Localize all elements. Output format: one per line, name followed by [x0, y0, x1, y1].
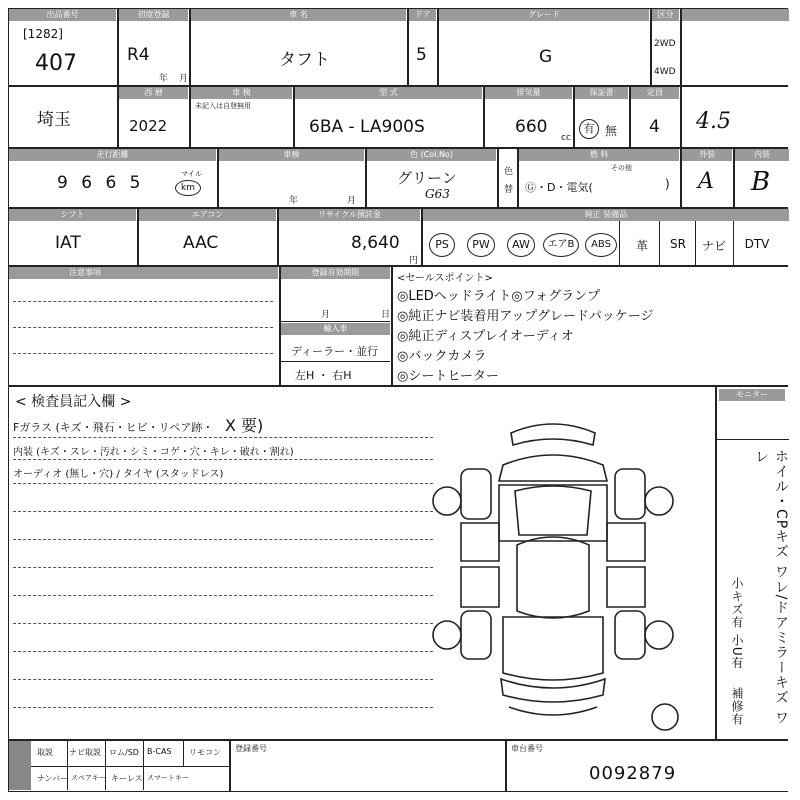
reg-expiry-box	[218, 148, 366, 208]
warranty-box	[574, 86, 630, 148]
sales-point-2: ◎純正ナビ装着用アップグレードパッケージ	[397, 309, 654, 324]
equip-airbag: エアB	[543, 233, 579, 257]
acc-keyless: キーレス	[111, 774, 143, 783]
car-diagram	[421, 411, 685, 731]
equip-pw: PW	[467, 233, 495, 257]
aircon-label: エアコン	[139, 209, 276, 221]
expiry-box	[280, 266, 392, 386]
aircon-box	[138, 208, 278, 266]
first-reg-value: R4	[127, 45, 150, 65]
acc-spare-key: スペアキー	[71, 774, 106, 782]
color: グリーン	[397, 169, 457, 187]
model-year-label: 西 暦	[119, 87, 188, 99]
expiry-month: 月	[321, 310, 331, 320]
score: 4.5	[696, 109, 731, 134]
sales-label: <セールスポイント>	[397, 273, 493, 284]
year-unit: 年	[159, 74, 169, 84]
model-year: 2022	[129, 117, 168, 135]
equip-abs: ABS	[585, 233, 617, 257]
chassis-number-label: 車台番号	[511, 744, 543, 753]
drive-4wd: 4WD	[654, 67, 676, 77]
chassis-code-label: 型 式	[295, 87, 482, 99]
side-col-1: ホイル・CPキズ ワレ/ドアミラーキズ ワレ	[753, 449, 789, 726]
score-top-label	[682, 9, 789, 21]
drive-box	[651, 8, 681, 86]
model-name: タフト	[279, 50, 330, 70]
side-col-2: 小キズ有 小U有	[730, 577, 744, 670]
transmission: IAT	[55, 233, 81, 253]
acc-manual: 取説	[37, 748, 53, 757]
lot-label: 出品番号	[9, 9, 116, 21]
caution-label: 注意事項	[9, 267, 278, 279]
reg-number-label: 登録番号	[235, 744, 267, 753]
exterior-box	[681, 148, 734, 208]
seats: 4	[649, 117, 660, 137]
color-change-box	[498, 148, 518, 208]
first-reg-label: 初度登録	[119, 9, 188, 21]
warranty-label: 保証書	[575, 87, 628, 99]
equip-navi: ナビ	[701, 239, 726, 253]
acc-remote: リモコン	[189, 748, 221, 757]
seats-label: 定員	[631, 87, 679, 99]
region: 埼玉	[37, 110, 71, 130]
sales-point-1: ◎LEDヘッドライト◎フォグランプ	[397, 289, 601, 304]
inspection-note: 未記入は自登無用	[195, 102, 251, 110]
yen-unit: 円	[409, 256, 419, 266]
transmission-box	[8, 208, 138, 266]
color-box	[366, 148, 498, 208]
mileage-box	[8, 148, 218, 208]
expiry-label: 登録有効期限	[281, 267, 390, 279]
color-code: G63	[425, 187, 450, 201]
equip-sunroof: SR	[670, 237, 686, 251]
grade-box	[438, 8, 651, 86]
mileage-unit-mile: マイル	[181, 170, 202, 178]
acc-navi-manual: ナビ取説	[69, 748, 101, 757]
lot-number: 407	[35, 51, 77, 76]
reg-year-unit: 年	[289, 196, 299, 206]
chassis-code-box	[294, 86, 484, 148]
recycle-label: リサイクル預託金	[279, 209, 420, 221]
warranty-no: 無	[605, 124, 618, 138]
import-type: ディーラー・並行	[291, 345, 379, 358]
handle-side: 左H ・ 右H	[295, 369, 352, 382]
model-name-box	[190, 8, 408, 86]
recycle-fee: 8,640	[351, 233, 400, 253]
equip-aw: AW	[507, 233, 535, 257]
inspector-line-2: 内装 (キズ・スレ・汚れ・シミ・コゲ・穴・キレ・破れ・割れ)	[13, 447, 294, 458]
model-year-box	[118, 86, 190, 148]
import-label: 輸入車	[281, 323, 390, 335]
interior-box	[734, 148, 788, 208]
lot-box	[8, 8, 118, 86]
caution-box	[8, 266, 280, 386]
sales-point-4: ◎バックカメラ	[397, 349, 487, 364]
chassis-code: 6BA - LA900S	[309, 117, 425, 137]
seats-box	[630, 86, 681, 148]
reg-number-box	[230, 740, 506, 792]
displacement-label: 排気量	[485, 87, 572, 99]
sales-point-5: ◎シートヒーター	[397, 369, 499, 384]
inspector-title: < 検査員記入欄 >	[15, 394, 132, 410]
exterior-grade: A	[698, 169, 714, 194]
score-top-box	[681, 8, 788, 86]
equipment-label: 純正 装備品	[423, 209, 789, 221]
side-col-3: 補修有	[730, 687, 744, 726]
equip-leather: 革	[635, 239, 648, 253]
mileage-label: 走行距離	[9, 149, 216, 161]
doors-value: 5	[416, 45, 427, 65]
side-label: モニター	[719, 389, 785, 401]
month-unit: 月	[179, 74, 189, 84]
inspector-line-1-mark: X 要)	[225, 416, 264, 435]
fuel-label: 燃 料	[519, 149, 679, 161]
interior-label: 内装	[735, 149, 789, 161]
equip-dtv: DTV	[744, 237, 770, 251]
cc-unit: cc	[561, 133, 571, 143]
region-box	[8, 86, 118, 148]
warranty-yes: 有	[579, 119, 599, 139]
side-box	[716, 386, 788, 740]
sales-box	[392, 266, 788, 386]
inspection-box	[190, 86, 294, 148]
fuel-box	[518, 148, 681, 208]
mileage: 9 6 6 5	[57, 173, 145, 193]
equip-ps: PS	[429, 233, 455, 257]
dash-label: 区分	[652, 9, 679, 21]
drive-2wd: 2WD	[654, 39, 676, 49]
chassis-number: 0092879	[589, 763, 677, 784]
accessories-box	[8, 740, 230, 792]
equipment-box	[422, 208, 788, 266]
score-box	[681, 86, 788, 148]
auction-sheet	[8, 8, 788, 792]
fuel-other: その他	[611, 164, 632, 172]
first-reg-box	[118, 8, 190, 86]
inspection-label: 車 検	[191, 87, 292, 99]
inspector-box	[8, 386, 716, 740]
interior-grade: B	[751, 167, 771, 197]
acc-rom-sd: ロム/SD	[109, 748, 139, 757]
reg-label: 車検	[219, 149, 364, 161]
recycle-box	[278, 208, 422, 266]
aircon: AAC	[183, 233, 219, 253]
doors-box	[408, 8, 438, 86]
chassis-number-box	[506, 740, 788, 792]
sales-point-3: ◎純正ディスプレイオーディオ	[397, 329, 574, 344]
displacement: 660	[515, 117, 548, 137]
acc-bcas: B-CAS	[147, 747, 172, 756]
inspector-line-1: Fガラス (キズ・飛石・ヒビ・リペア跡・	[13, 421, 214, 434]
acc-plate: ナンバー	[37, 774, 69, 783]
acc-smart-key: スマートキー	[147, 774, 189, 782]
transmission-label: シフト	[9, 209, 136, 221]
exterior-label: 外装	[682, 149, 732, 161]
model-name-label: 車 名	[191, 9, 406, 21]
fuel-options: Ⓖ・D・電気(	[525, 181, 593, 194]
color-change: 色替	[504, 167, 514, 195]
reg-month-unit: 月	[347, 196, 357, 206]
displacement-box	[484, 86, 574, 148]
inspector-line-3: オーディオ (無し・穴) / タイヤ (スタッドレス)	[13, 469, 224, 480]
grade-label: グレード	[439, 9, 649, 21]
expiry-day: 日	[381, 310, 391, 320]
color-label: 色 (Col.No)	[367, 149, 496, 161]
grade-value: G	[539, 47, 553, 67]
fuel-close: )	[665, 177, 670, 191]
doors-label: ドア	[409, 9, 436, 21]
mileage-unit-km: km	[175, 180, 201, 196]
lot-small: [1282]	[23, 27, 63, 41]
